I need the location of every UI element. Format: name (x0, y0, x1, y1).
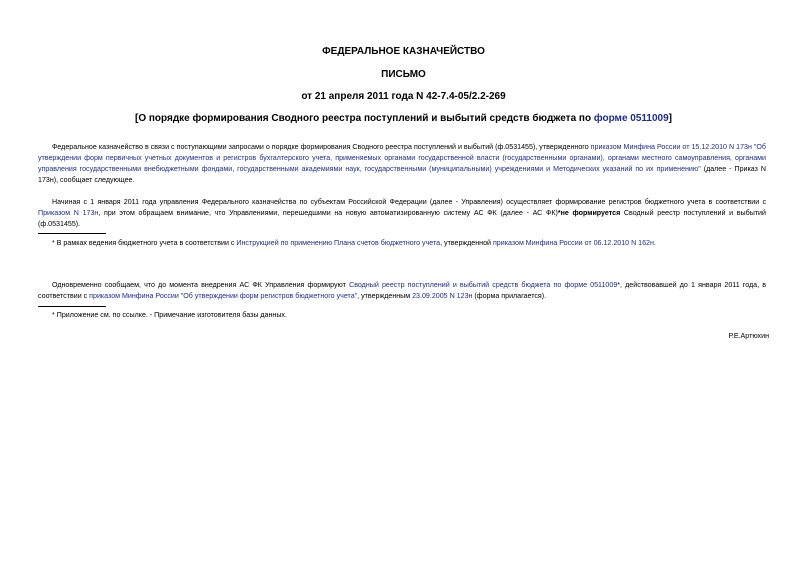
paragraph-2 (38, 197, 766, 230)
order-123n-link[interactable]: 23.09.2005 N 123н (412, 292, 473, 300)
signature: Р.Е.Артюхин (728, 332, 769, 340)
footnote-1-text-a: * В рамках ведения бюджетного учета в соответствии с (52, 239, 237, 247)
paragraph-3-text-a: Одновременно сообщаем, что до момента внедрения АС ФК Управления формируют (52, 281, 350, 289)
order-173n-short-link[interactable]: Приказом N 173н (38, 209, 99, 217)
footnote-divider-1 (38, 233, 106, 234)
paragraph-1-text-b: (далее - Приказ N 173н), сообщает следующее. (38, 165, 766, 184)
document-type-heading: ПИСЬМО (381, 69, 426, 80)
issuer-heading: ФЕДЕРАЛЬНОЕ КАЗНАЧЕЙСТВО (322, 46, 485, 57)
order-173n-link[interactable]: приказом Минфина России от 15.12.2010 N 173н "Об утверждении форм первичных учетных документов и регистров бухгалтерского учета, применяемых органами государственной власти (государственными органами), органами местного самоуправления, органами управления государственными внебюджетными фондами, государственными академиями наук, государственными (муниципальными) учреждениями и Методических указаний по их применению" (38, 143, 766, 173)
title-prefix: [О порядке формирования Сводного реестра поступлений и выбытий средств бюджета по (134, 113, 594, 124)
footnote-divider-2 (38, 306, 106, 307)
form-0511009-link[interactable]: форме 0511009 (593, 113, 669, 124)
date-number-heading: от 21 апреля 2011 года N 42-7.4-05/2.2-269 (301, 91, 506, 102)
document-title (0, 113, 807, 124)
paragraph-2-text-b: , при этом обращаем внимание, что Управлениями, перешедшими на новую автоматизированную систему АС ФК (далее - АС ФК) (98, 209, 558, 217)
footnote-2: * Приложение см. по ссылке. - Примечание изготовителя базы данных. (52, 311, 287, 319)
order-162n-link[interactable]: приказом Минфина России от 06.12.2010 N 162н (492, 239, 654, 247)
footnote-1-text-c: . (653, 239, 656, 247)
paragraph-1-text-a: Федеральное казначейство в связи с поступающими запросами о порядке формирования Сводного реестра поступлений и выбытий (ф.0531455), утвержденного (52, 143, 591, 151)
paragraph-3-text-c: , утвержденным (357, 292, 413, 300)
paragraph-3 (38, 280, 766, 302)
paragraph-2-text-c: Сводный реестр поступлений и выбытий (ф.0531455). (38, 209, 766, 228)
paragraph-1 (38, 142, 766, 186)
footnote-1-text-b: , утвержденной (440, 239, 493, 247)
paragraph-3-text-b: *, действовавшей до 1 января 2011 года, в соответствии с (38, 281, 766, 300)
order-registers-link[interactable]: приказом Минфина России "Об утверждении форм регистров бюджетного учета" (89, 292, 358, 300)
summary-register-link[interactable]: Сводный реестр поступлений и выбытий средств бюджета по форме 0511009 (349, 281, 618, 289)
title-suffix: ] (668, 113, 673, 124)
footnote-1 (52, 238, 656, 249)
paragraph-2-text-a: Начиная с 1 января 2011 года управления Федерального казначейства по субъектам Российской Федерации (далее - Управления) осуществляет формирование регистров бюджетного учета в соответствии с (52, 198, 766, 206)
paragraph-3-text-d: (форма прилагается). (472, 292, 547, 300)
accounts-plan-instruction-link[interactable]: Инструкцией по применению Плана счетов бюджетного учета (236, 239, 441, 247)
paragraph-2-bold: *не формируется (557, 209, 621, 217)
